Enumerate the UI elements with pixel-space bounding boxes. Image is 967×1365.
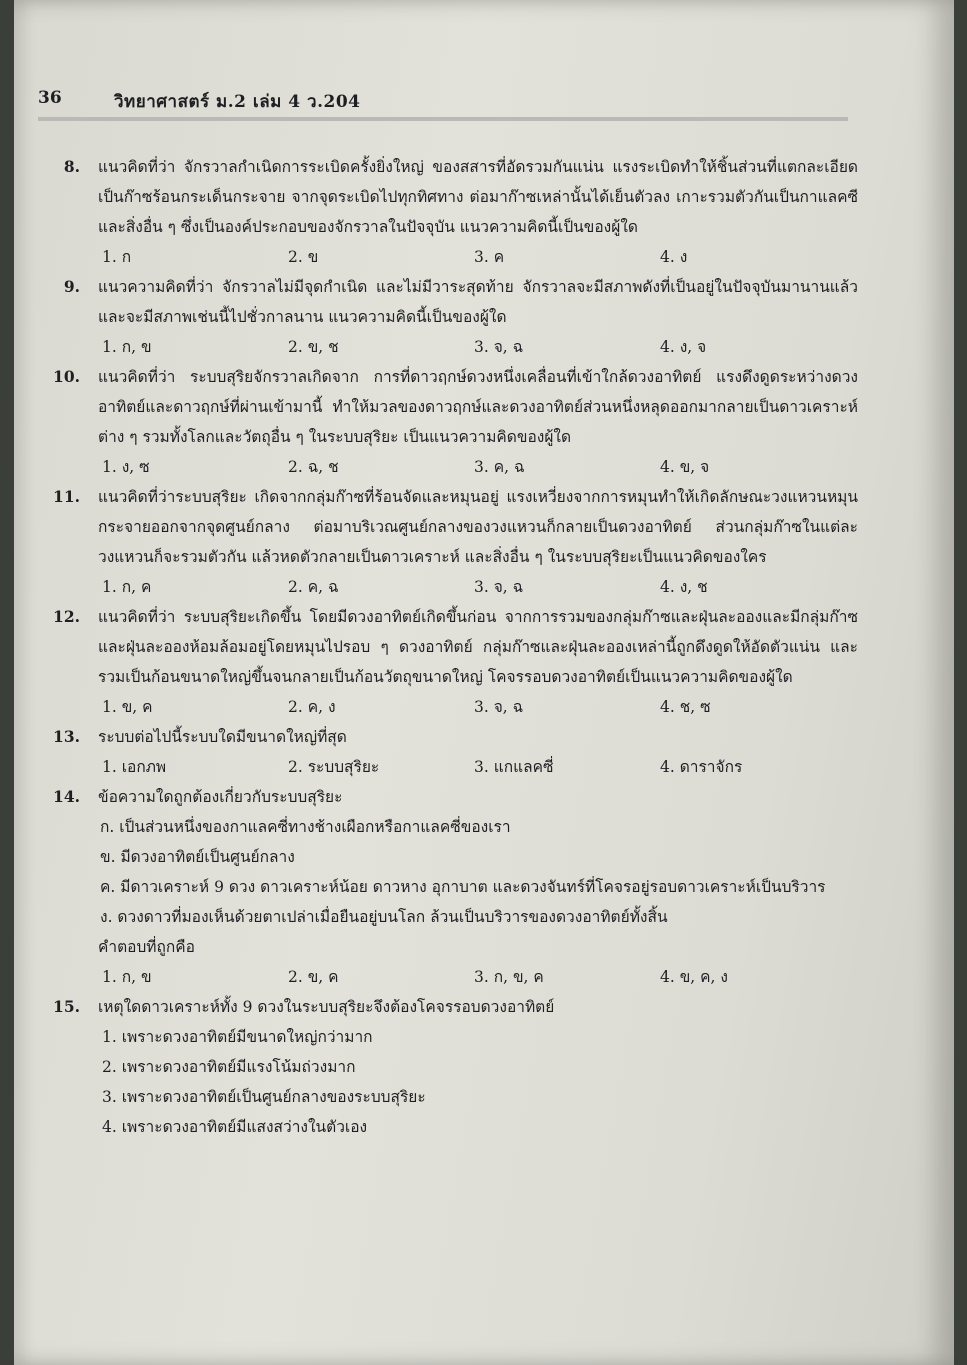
answer-options <box>98 692 858 722</box>
option-2: 2. ข <box>288 248 319 266</box>
question-text: แนวคิดที่ว่าระบบสุริยะ เกิดจากกลุ่มก๊าซที่ร้อนจัดและหมุนอยู่ แรงเหวี่ยงจากการหมุนทำให้เกิดลักษณะวงแหวนหมุนกระจายออกจากจุดศูนย์กลาง ต่อมาบริเวณศูนย์กลางของวงแหวนก็กลายเป็นดวงอาทิตย์ ส่วนกลุ่มก๊าซในแต่ละวงแหวนก็จะรวมตัวกัน แล้วหดตัวกลายเป็นดาวเคราะห์ และสิ่งอื่น ๆ ในระบบสุริยะเป็นแนวคิดของใคร <box>98 488 858 566</box>
statement-a: ก. เป็นส่วนหนึ่งของกาแลคซี่ทางช้างเผือกหรือกาแลคซี่ของเรา <box>100 818 511 836</box>
statement-b: ข. มีดวงอาทิตย์เป็นศูนย์กลาง <box>100 848 295 866</box>
question-15 <box>38 992 858 1142</box>
option-2: 2. ข, ค <box>288 968 339 986</box>
page-number: 36 <box>38 88 62 108</box>
question-text: แนวความคิดที่ว่า จักรวาลไม่มีจุดกำเนิด และไม่มีวาระสุดท้าย จักรวาลจะมีสภาพดังที่เป็นอยู่ในปัจจุบันมานานแล้ว และจะมีสภาพเช่นนี้ไปชั่วกาลนาน แนวความคิดนี้เป็นของผู้ใด <box>98 278 858 326</box>
question-9 <box>38 272 858 362</box>
option-3: 3. แกแลคซี่ <box>474 758 554 776</box>
option-2: 2. เพราะดวงอาทิตย์มีแรงโน้มถ่วงมาก <box>102 1058 356 1076</box>
question-number: 15. <box>53 997 80 1016</box>
option-4: 4. ง, จ <box>660 338 707 356</box>
header-rule <box>38 117 848 121</box>
option-3: 3. ค, ฉ <box>474 458 525 476</box>
answer-options <box>98 752 858 782</box>
answer-options <box>98 572 858 602</box>
statement-d: ง. ดวงดาวที่มองเห็นด้วยตาเปล่าเมื่อยืนอยู่บนโลก ล้วนเป็นบริวารของดวงอาทิตย์ทั้งสิ้น <box>100 908 668 926</box>
option-4: 4. ข, ค, ง <box>660 968 728 986</box>
option-2: 2. ฉ, ช <box>288 458 339 476</box>
question-text: เหตุใดดาวเคราะห์ทั้ง 9 ดวงในระบบสุริยะจึงต้องโคจรรอบดวงอาทิตย์ <box>98 998 555 1016</box>
question-list <box>38 152 858 1142</box>
option-4: 4. เพราะดวงอาทิตย์มีแสงสว่างในตัวเอง <box>102 1118 368 1136</box>
option-3: 3. จ, ฉ <box>474 698 524 716</box>
question-number: 10. <box>53 367 80 386</box>
question-text: แนวคิดที่ว่า จักรวาลกำเนิดการระเบิดครั้งยิ่งใหญ่ ของสสารที่อัดรวมกันแน่น แรงระเบิดทำให้ชิ้นส่วนที่แตกละเอียด เป็นก๊าซร้อนกระเด็นกระจาย จากจุดระเบิดไปทุกทิศทาง ต่อมาก๊าซเหล่านั้นได้เย็นตัวลง เกาะรวมตัวกันเป็นกาแลคซี และสิ่งอื่น ๆ ซึ่งเป็นองค์ประกอบของจักรวาลในปัจจุบัน แนวความคิดนี้เป็นของผู้ใด <box>98 158 858 236</box>
option-1: 1. ก, ข <box>102 338 152 356</box>
question-text: แนวคิดที่ว่า ระบบสุริยจักรวาลเกิดจาก การที่ดาวฤกษ์ดวงหนึ่งเคลื่อนที่เข้าใกล้ดวงอาทิตย์ แรงดึงดูดระหว่างดวงอาทิตย์และดาวฤกษ์ที่ผ่านเข้ามานี้ ทำให้มวลของดาวฤกษ์และดวงอาทิตย์ส่วนหนึ่งหลุดออกมากลายเป็นดาวเคราะห์ต่าง ๆ รวมทั้งโลกและวัตถุอื่น ๆ ในระบบสุริยะ เป็นแนวความคิดของผู้ใด <box>98 368 858 446</box>
option-4: 4. ง, ช <box>660 578 708 596</box>
option-1: 1. เพราะดวงอาทิตย์มีขนาดใหญ่กว่ามาก <box>102 1028 373 1046</box>
option-2: 2. ค, ง <box>288 698 336 716</box>
option-2: 2. ข, ช <box>288 338 339 356</box>
option-3: 3. ค <box>474 248 505 266</box>
question-11 <box>38 482 858 602</box>
option-1: 1. ข, ค <box>102 698 153 716</box>
option-4: 4. ง <box>660 248 688 266</box>
question-number: 9. <box>63 277 80 296</box>
option-1: 1. ก, ค <box>102 578 152 596</box>
question-13 <box>38 722 858 782</box>
answer-options <box>98 452 858 482</box>
question-14 <box>38 782 858 992</box>
statement-c: ค. มีดาวเคราะห์ 9 ดวง ดาวเคราะห์น้อย ดาวหาง อุกาบาต และดวงจันทร์ที่โคจรอยู่รอบดาวเคราะห์เป็นบริวาร <box>100 878 826 896</box>
header-title: วิทยาศาสตร์ ม.2 เล่ม 4 ว.204 <box>114 92 361 112</box>
option-4: 4. ดาราจักร <box>660 758 743 776</box>
question-text: ข้อความใดถูกต้องเกี่ยวกับระบบสุริยะ <box>98 788 343 806</box>
question-number: 14. <box>53 787 80 806</box>
question-8 <box>38 152 858 272</box>
option-3: 3. เพราะดวงอาทิตย์เป็นศูนย์กลางของระบบสุริยะ <box>102 1088 426 1106</box>
option-1: 1. ก <box>102 248 132 266</box>
option-4: 4. ข, จ <box>660 458 710 476</box>
answer-label: คำตอบที่ถูกคือ <box>98 938 195 956</box>
option-3: 3. จ, ฉ <box>474 338 524 356</box>
question-number: 11. <box>53 487 80 506</box>
question-number: 13. <box>53 727 80 746</box>
answer-options <box>98 1022 858 1142</box>
option-2: 2. ค, ฉ <box>288 578 339 596</box>
answer-options <box>98 332 858 362</box>
option-1: 1. เอกภพ <box>102 758 167 776</box>
option-4: 4. ช, ซ <box>660 698 711 716</box>
answer-options <box>98 242 858 272</box>
option-1: 1. ก, ข <box>102 968 152 986</box>
answer-options <box>98 962 858 992</box>
question-10 <box>38 362 858 482</box>
book-page <box>14 0 954 1365</box>
question-text: แนวคิดที่ว่า ระบบสุริยะเกิดขึ้น โดยมีดวงอาทิตย์เกิดขึ้นก่อน จากการรวมของกลุ่มก๊าซและฝุ่นละอองและมีกลุ่มก๊าซและฝุ่นละอองห้อมล้อมอยู่โดยหมุนไปรอบ ๆ ดวงอาทิตย์ กลุ่มก๊าซและฝุ่นละอองเหล่านี้ถูกดึงดูดให้อัดตัวแน่น และรวมเป็นก้อนขนาดใหญ่ขึ้นจนกลายเป็นก้อนวัตถุขนาดใหญ่ โคจรรอบดวงอาทิตย์เป็นแนวความคิดของผู้ใด <box>98 608 858 686</box>
option-2: 2. ระบบสุริยะ <box>288 758 380 776</box>
question-text: ระบบต่อไปนี้ระบบใดมีขนาดใหญ่ที่สุด <box>98 728 347 746</box>
question-number: 12. <box>53 607 80 626</box>
statement-list <box>98 812 858 932</box>
question-12 <box>38 602 858 722</box>
option-3: 3. จ, ฉ <box>474 578 524 596</box>
option-3: 3. ก, ข, ค <box>474 968 544 986</box>
option-1: 1. ง, ซ <box>102 458 150 476</box>
question-number: 8. <box>63 157 80 176</box>
page-header <box>38 88 858 118</box>
